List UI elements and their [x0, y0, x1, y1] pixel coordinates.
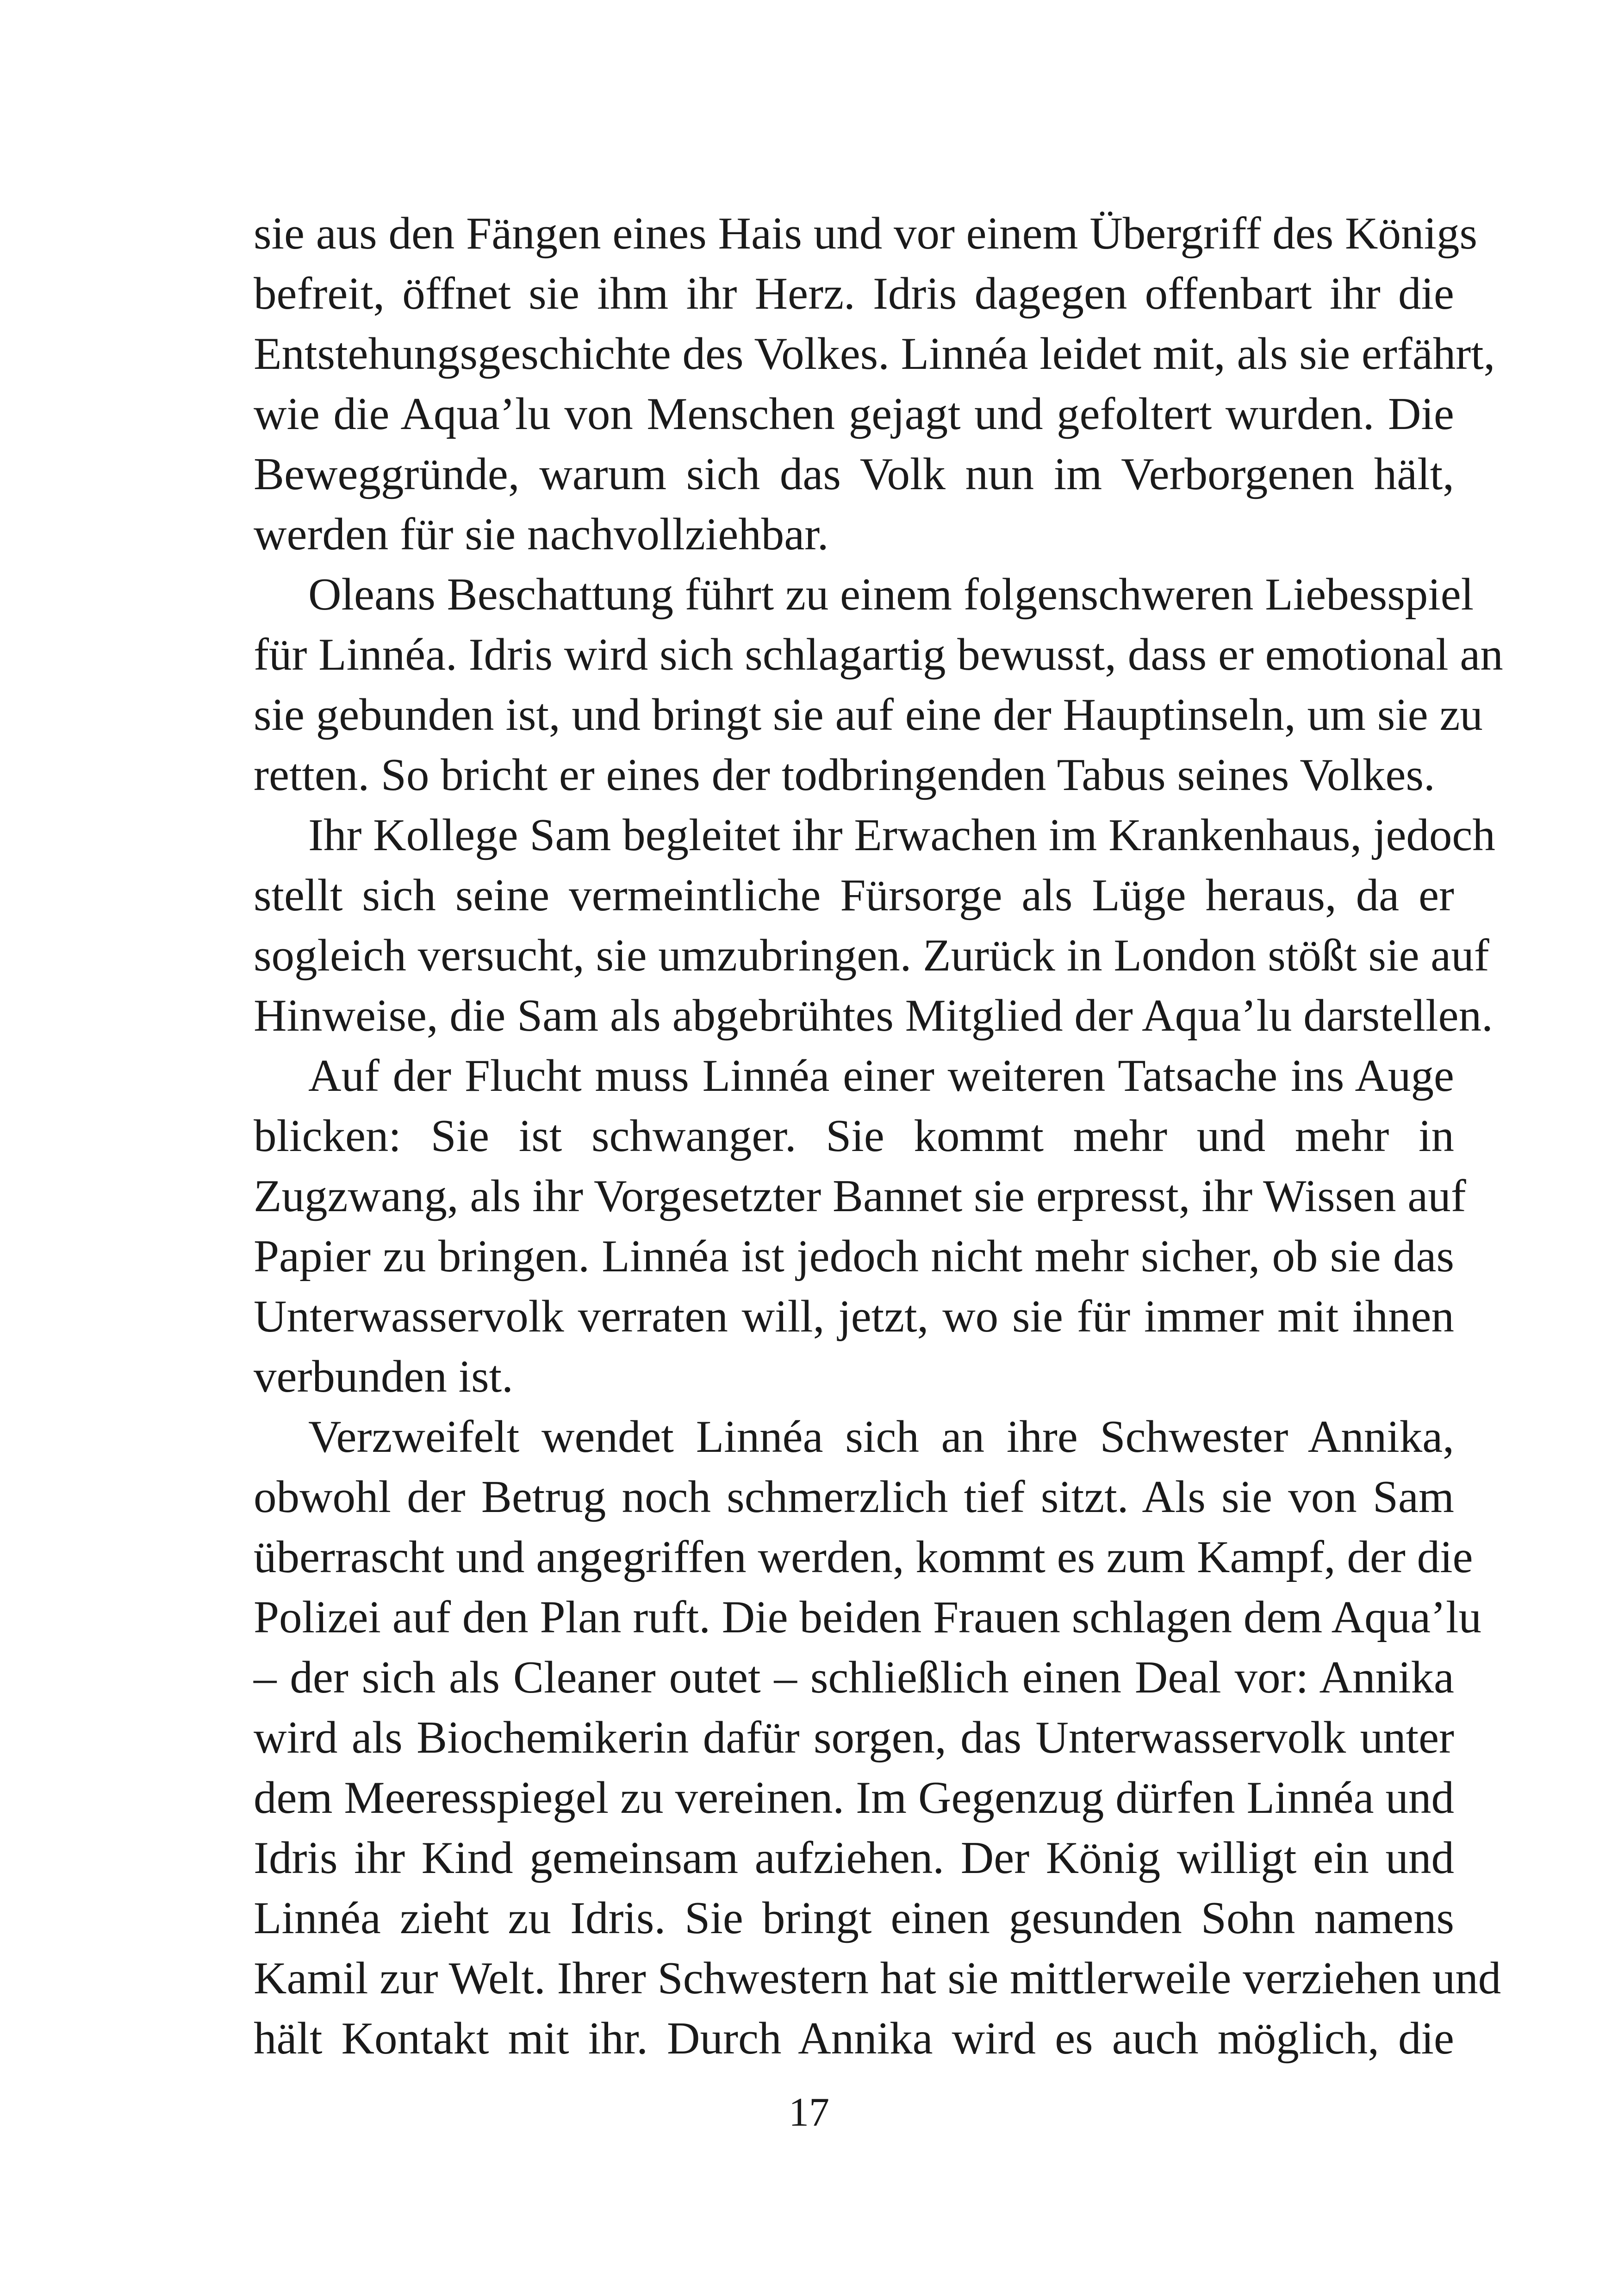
paragraph-5	[254, 1407, 1501, 2069]
page-number: 17	[789, 2090, 829, 2135]
text-line: Oleans Beschattung führt zu einem folgenschweren Liebesspiel	[308, 569, 1474, 620]
text-line: retten. So bricht er eines der todbringenden Tabus seines Volkes.	[254, 750, 1435, 800]
text-line: Beweggründe, warum sich das Volk nun im Verborgenen hält,	[254, 449, 1454, 499]
text-line: Auf der Flucht muss Linnéa einer weiteren Tatsache ins Auge	[308, 1051, 1454, 1101]
paragraph-4	[254, 1046, 1466, 1407]
paragraph-1	[254, 204, 1495, 565]
text-line: – der sich als Cleaner outet – schließlich einen Deal vor: Annika	[254, 1652, 1454, 1703]
text-line: werden für sie nachvollziehbar.	[254, 509, 829, 560]
text-line: Idris ihr Kind gemeinsam aufziehen. Der König willigt ein und	[254, 1833, 1454, 1883]
text-line: blicken: Sie ist schwanger. Sie kommt mehr und mehr in	[254, 1111, 1454, 1161]
text-line: sie aus den Fängen eines Hais und vor einem Übergriff des Königs	[254, 208, 1478, 259]
text-line: Unterwasservolk verraten will, jetzt, wo sie für immer mit ihnen	[254, 1291, 1454, 1342]
text-line: Zugzwang, als ihr Vorgesetzter Bannet sie erpresst, ihr Wissen auf	[254, 1171, 1466, 1221]
text-line: sogleich versucht, sie umzubringen. Zurück in London stößt sie auf	[254, 930, 1489, 981]
text-line: wie die Aqua’lu von Menschen gejagt und gefoltert wurden. Die	[254, 389, 1454, 439]
text-line: befreit, öffnet sie ihm ihr Herz. Idris dagegen offenbart ihr die	[254, 268, 1454, 319]
text-line: wird als Biochemikerin dafür sorgen, das Unterwasservolk unter	[254, 1712, 1454, 1763]
text-line: stellt sich seine vermeintliche Fürsorge als Lüge heraus, da er	[254, 870, 1454, 921]
text-line: verbunden ist.	[254, 1351, 513, 1402]
text-line: Linnéa zieht zu Idris. Sie bringt einen gesunden Sohn namens	[254, 1893, 1454, 1943]
text-line: Hinweise, die Sam als abgebrühtes Mitglied der Aqua’lu darstellen.	[254, 990, 1493, 1041]
paragraph-2	[254, 565, 1503, 805]
text-line: dem Meeresspiegel zu vereinen. Im Gegenzug dürfen Linnéa und	[254, 1773, 1454, 1823]
body-text	[254, 204, 1503, 2069]
text-line: obwohl der Betrug noch schmerzlich tief sitzt. Als sie von Sam	[254, 1472, 1454, 1522]
text-line: Polizei auf den Plan ruft. Die beiden Frauen schlagen dem Aqua’lu	[254, 1592, 1481, 1643]
text-line: für Linnéa. Idris wird sich schlagartig bewusst, dass er emotional an	[254, 629, 1503, 680]
text-line: hält Kontakt mit ihr. Durch Annika wird es auch möglich, die	[254, 2013, 1454, 2064]
text-line: Verzweifelt wendet Linnéa sich an ihre Schwester Annika,	[308, 1412, 1454, 1462]
paragraph-3	[254, 805, 1495, 1046]
text-line: Ihr Kollege Sam begleitet ihr Erwachen im Krankenhaus, jedoch	[308, 810, 1495, 860]
text-line: Entstehungsgeschichte des Volkes. Linnéa leidet mit, als sie erfährt,	[254, 329, 1495, 379]
text-line: sie gebunden ist, und bringt sie auf eine der Hauptinseln, um sie zu	[254, 690, 1483, 740]
text-line: überrascht und angegriffen werden, kommt es zum Kampf, der die	[254, 1532, 1473, 1582]
text-line: Papier zu bringen. Linnéa ist jedoch nicht mehr sicher, ob sie das	[254, 1231, 1454, 1282]
text-line: Kamil zur Welt. Ihrer Schwestern hat sie mittlerweile verziehen und	[254, 1953, 1501, 2004]
